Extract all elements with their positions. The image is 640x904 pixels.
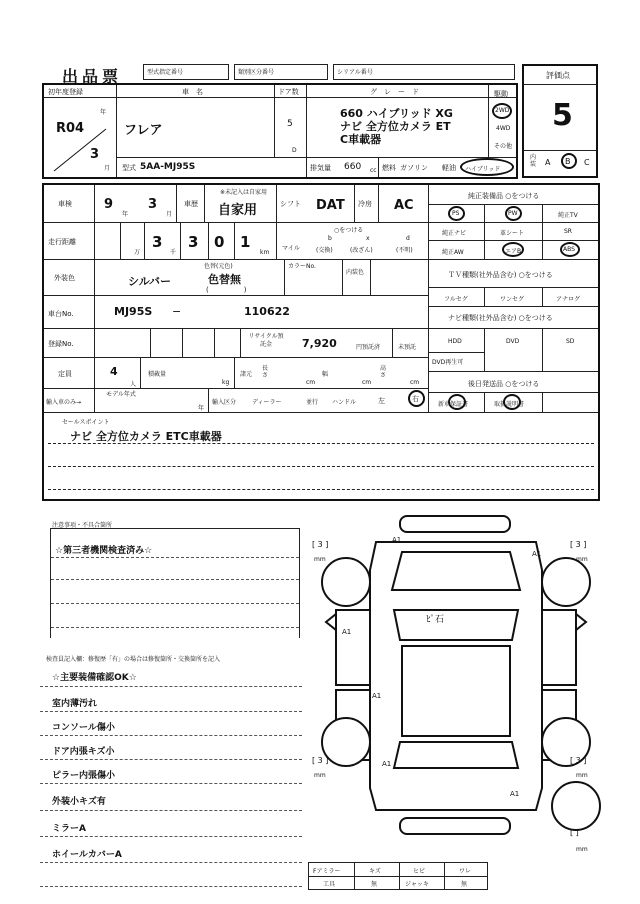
body-outline <box>370 542 542 810</box>
inspector-item: ホイールカバーA <box>52 850 122 860</box>
page-title: 出品票 <box>62 67 123 86</box>
diagonal-slash <box>50 125 110 175</box>
fuel-diesel[interactable]: 軽油 <box>442 164 456 172</box>
exterior-color: シルバー <box>128 275 171 288</box>
equip-sr[interactable]: SR <box>564 228 572 235</box>
navi-dvd[interactable]: DVD <box>506 338 520 345</box>
legend-table: Fアミラー キズ ヒビ ワレ 工具 無 ジャッキ 無 <box>308 862 488 890</box>
handle-right[interactable]: 右 <box>412 395 419 403</box>
mark-a1-br: A1 <box>510 790 520 798</box>
right-front-door <box>542 610 576 685</box>
drive-other[interactable]: その他 <box>494 143 513 150</box>
chassis-number: 110622 <box>244 305 290 318</box>
tire-depth-front-right: [ 3 ] <box>570 540 587 549</box>
front-bumper <box>400 516 510 532</box>
shaken-month: 3 <box>148 197 158 212</box>
windshield <box>394 610 518 640</box>
equip-navi[interactable]: 純正ナビ <box>442 230 467 237</box>
car-name: フレア <box>124 123 163 138</box>
fuel-gasoline[interactable]: ガソリン <box>400 164 428 172</box>
grade-line-1: 660 ハイブリッド XG <box>340 107 453 120</box>
tire-depth-rear-right: [ 3 ] <box>570 756 587 765</box>
car-damage-diagram <box>306 510 606 860</box>
equip-ps[interactable]: PS <box>452 210 460 217</box>
right-mirror <box>576 614 586 630</box>
interior-a[interactable]: A <box>545 158 551 167</box>
aircon: AC <box>394 198 414 213</box>
inspector-item: コンソール傷小 <box>52 723 115 733</box>
mark-a1-right: A1 <box>532 550 542 558</box>
evaluation-score: 5 <box>552 98 573 133</box>
inspector-item: 外装小キズ有 <box>52 797 106 807</box>
drive-4wd[interactable]: 4WD <box>496 125 511 132</box>
equip-tv[interactable]: 純正TV <box>558 212 578 219</box>
class-number-field[interactable]: 類別区分番号 <box>234 64 328 80</box>
notes-box <box>50 528 300 638</box>
color-change: 色替無 <box>208 273 241 286</box>
equip-abs[interactable]: ABS <box>563 246 575 253</box>
displacement: 660 <box>344 162 362 172</box>
shift: DAT <box>316 198 345 213</box>
mark-a1-top: A1 <box>392 536 402 544</box>
recycle-unpaid[interactable]: 未預託 <box>398 344 417 351</box>
first-reg-month: 3 <box>90 147 100 162</box>
drive-2wd[interactable]: 2WD <box>495 107 510 114</box>
mileage-digit-2: 3 <box>188 233 199 251</box>
tire-depth-spare: [ ] <box>570 828 579 837</box>
mileage-tampered[interactable]: (改ざん) <box>350 247 373 254</box>
tv-fullseg[interactable]: フルセグ <box>444 296 468 303</box>
capacity: 4 <box>110 365 118 378</box>
inspection-block: 車検 9 年 3 月 車歴 ※未記入は自家用 自家用 シフト DAT 冷房 AC 走行距離 万 3 千 3 0 1 km ○をつける マイル b (交換) x (改ざん) d (不明) 外装色 シルバー 色替(元色) 色替無 ( ) カラーNo. 内装色 車台No. MJ95S − 110622 登録No. リサイクル預託金 7,920 円預託済 未預託 定員 4 人 積載量 kg 諸元 長さ cm 幅 cm 高さ cm 輸入車のみ→ モデル年式 年 輸入区分 ディーラー 並行 ハンドル 左 右 純正装備品 ○をつける PS PW 純正TV 純正ナビ 革シート SR 純正AW エアB ABS ＴＶ種類(社外品含む) ○をつける フルセグ ワンセグ アナログ ナビ種類(社外品含む) ○をつける HDD DVD SD DVD再生可 後日発送品 ○をつける 新車保証書 取扱説明書 セールスポイント ナビ 全方位カメラ ETC車載器 <box>42 183 600 501</box>
mileage-digit-1: 3 <box>152 233 163 251</box>
roof <box>402 646 510 736</box>
mileage-mile[interactable]: マイル <box>282 245 300 252</box>
rear-window <box>394 742 518 768</box>
inspector-item: ドア内張キズ小 <box>52 747 115 757</box>
rear-bumper <box>400 818 510 834</box>
score-box: 評価点 5 内装 A B C <box>522 64 598 178</box>
chassis-prefix: MJ95S <box>114 305 153 318</box>
interior-c[interactable]: C <box>584 158 590 167</box>
inspector-item: ミラーA <box>52 824 86 834</box>
notes-text: ☆第三者機関検査済み☆ <box>55 546 153 556</box>
usage-history: 自家用 <box>218 203 258 218</box>
inspector-list <box>40 664 304 894</box>
mileage-digit-4: 1 <box>240 233 251 251</box>
recycle-fee: 7,920 <box>302 337 337 350</box>
type-number-field[interactable]: 型式指定番号 <box>143 64 229 80</box>
interior-b[interactable]: B <box>565 157 571 166</box>
equip-leather[interactable]: 革シート <box>500 230 525 237</box>
left-mirror <box>326 614 336 630</box>
import-dealer[interactable]: ディーラー <box>252 399 282 406</box>
vehicle-info: 初年度登録 車 名 ドア数 グ レ ー ド 駆動 年 R04 3 月 フレア 5 D 660 ハイブリッド XG ナビ 全方位カメラ ET C車載器 2WD 4WD その他 型式 5AA-MJ95S 排気量 660 cc 燃料 ガソリン 軽油 ハイブリッド <box>42 83 518 179</box>
model-code: 5AA-MJ95S <box>140 162 196 172</box>
first-reg-year: R04 <box>56 121 85 136</box>
tv-oneseg[interactable]: ワンセグ <box>500 296 525 303</box>
tire-rear-left <box>322 718 370 766</box>
shaken-year: 9 <box>104 197 114 212</box>
mark-a1-bl: A1 <box>382 760 392 768</box>
tire-front-left <box>322 558 370 606</box>
inspector-item: ☆主要装備確認OK☆ <box>52 673 137 683</box>
after-warranty[interactable]: 新車保証書 <box>438 401 469 408</box>
sales-point: ナビ 全方位カメラ ETC車載器 <box>70 430 222 443</box>
equip-airbag[interactable]: エアB <box>505 248 522 255</box>
mileage-unknown[interactable]: (不明) <box>396 247 413 254</box>
score-label: 評価点 <box>546 71 570 80</box>
mark-a1-left: A1 <box>342 628 352 636</box>
mileage-replaced[interactable]: (交換) <box>316 247 333 254</box>
tire-depth-rear-left: [ 3 ] <box>312 756 329 765</box>
grade-line-3: C車載器 <box>340 133 382 146</box>
navi-sd[interactable]: SD <box>566 338 575 345</box>
door-count: 5 <box>287 119 293 129</box>
navi-dvd-play[interactable]: DVD再生可 <box>432 359 464 366</box>
tire-depth-front-left: [ 3 ] <box>312 540 329 549</box>
serial-number-field[interactable]: シリアル番号 <box>333 64 515 80</box>
after-manual[interactable]: 取扱説明書 <box>494 401 525 408</box>
tv-analog[interactable]: アナログ <box>556 296 581 303</box>
handle-left[interactable]: 左 <box>378 397 385 405</box>
import-parallel[interactable]: 並行 <box>306 399 319 406</box>
fuel-hybrid[interactable]: ハイブリッド <box>465 166 501 173</box>
equip-pw[interactable]: PW <box>508 210 518 217</box>
equip-aw[interactable]: 純正AW <box>442 249 464 256</box>
tire-front-right <box>542 558 590 606</box>
hood <box>392 552 520 590</box>
inspector-item: 室内薄汚れ <box>52 699 98 709</box>
mark-chip: ﾋﾟ石 <box>426 615 445 625</box>
mileage-digit-3: 0 <box>214 233 225 251</box>
mark-a1-mid: A1 <box>372 692 382 700</box>
navi-hdd[interactable]: HDD <box>448 338 462 345</box>
left-front-door <box>336 610 370 685</box>
tire-spare <box>552 782 600 830</box>
inspector-item: ピラー内張傷小 <box>52 771 116 781</box>
grade-line-2: ナビ 全方位カメラ ET <box>340 120 451 133</box>
